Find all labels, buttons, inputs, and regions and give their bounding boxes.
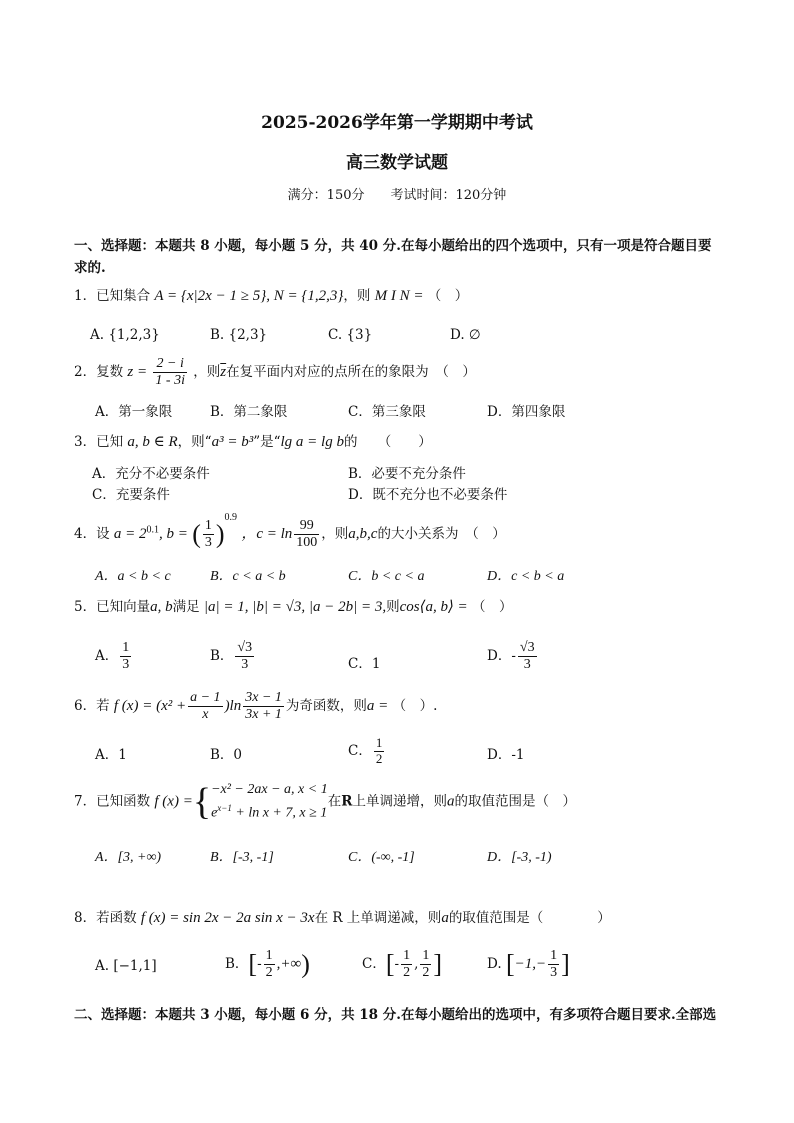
q1-option-a: A. {1,2,3} bbox=[90, 327, 160, 343]
q4-option-c: C．b < c < a bbox=[348, 569, 425, 584]
question-2: 2．复数 z = $\frac{2 - i}{1 - 3i}$ ，则$\overline{z}$在复平面内对应的点所在的象限为 （ ） bbox=[74, 356, 476, 389]
q2-option-c: C．第三象限 bbox=[348, 404, 426, 420]
q8-option-d: D. [−1,− $\frac{1}{3}$ ] bbox=[487, 948, 570, 981]
q2-option-b: B．第二象限 bbox=[210, 404, 288, 420]
q3-option-d: D．既不充分也不必要条件 bbox=[348, 487, 508, 503]
q5-option-b: B． $\frac{√3}{3}$ bbox=[210, 640, 253, 673]
section-2-heading: 二、选择题：本题共 3 小题，每小题 6 分，共 18 分.在每小题给出的选项中，有多项符合题目要求.全部选 bbox=[74, 1007, 717, 1023]
q5-option-a: A． $\frac{1}{3}$ bbox=[95, 640, 130, 673]
q2-option-a: A．第一象限 bbox=[95, 404, 173, 420]
q1-set-expr: A = {x|2x − 1 ≥ 5}, N = {1,2,3} bbox=[154, 288, 344, 304]
question-5: 5．已知向量a, b满足 |a| = 1, |b| = √3, |a − 2b| = 3,则cos⟨a, b⟩ = （ ） bbox=[74, 599, 513, 615]
q6-option-a: A．1 bbox=[95, 747, 127, 763]
q1-option-d: D. ∅ bbox=[450, 327, 481, 343]
q1-intersection: M I N = bbox=[374, 288, 424, 304]
exam-title: 2025-2026学年第一学期期中考试 bbox=[261, 113, 533, 133]
q5-option-d: D．- $\frac{√3}{3}$ bbox=[487, 640, 535, 673]
question-4: 4．设 $a = 2^{0.1}$, b = ( $\frac{1}{3}$ )$^{0.9}$ ，c = ln $\frac{99}{100}$ ，则a,b,c的大小关系为 （ ） bbox=[74, 512, 506, 550]
q7-option-c: C．(-∞, -1] bbox=[348, 850, 415, 865]
q7-case-2: $e^{x-1} + \ln x + 7$, x ≥ 1 bbox=[211, 803, 328, 821]
q8-option-a: A. [−1,1] bbox=[95, 958, 157, 974]
section-1-heading: 一、选择题：本题共 8 小题，每小题 5 分，共 40 分.在每小题给出的四个选项中，只有一项是符合题目要 bbox=[74, 238, 712, 254]
q2-option-d: D．第四象限 bbox=[487, 404, 566, 420]
question-1: 1．已知集合 A = {x|2x − 1 ≥ 5}, N = {1,2,3}，则 M I N = （ ） bbox=[74, 288, 469, 304]
question-3: 3．已知 a, b ∈ R，则“a³ = b³”是“lg a = lg b的 （ ） bbox=[74, 434, 432, 450]
section-1-heading-cont: 求的. bbox=[74, 260, 106, 276]
question-8: 8．若函数 f (x) = sin 2x − 2a sin x − 3x在 R 上单调递减，则a的取值范围是（ ） bbox=[74, 910, 611, 926]
q3-option-b: B．必要不充分条件 bbox=[348, 466, 466, 482]
q2-fraction: $\frac{2 - i}{1 - 3i}$ bbox=[155, 356, 185, 389]
q4-option-b: B．c < a < b bbox=[210, 569, 286, 584]
q7-option-d: D．[-3, -1) bbox=[487, 850, 552, 865]
q7-option-b: B．[-3, -1] bbox=[210, 850, 274, 865]
q8-option-b: B．[- $\frac{1}{2}$ ,+∞) bbox=[225, 948, 310, 981]
q4-option-d: D．c < b < a bbox=[487, 569, 565, 584]
q5-option-c: C．1 bbox=[348, 656, 381, 672]
exam-meta: 满分：150分 考试时间：120分钟 bbox=[287, 188, 507, 203]
q4-option-a: A．a < b < c bbox=[95, 569, 171, 584]
q6-option-c: C． $\frac{1}{2}$ bbox=[348, 735, 383, 766]
q3-option-a: A．充分不必要条件 bbox=[92, 466, 210, 482]
q1-option-c: C. {3} bbox=[328, 327, 373, 343]
q2-conjugate: $\overline{z}$ bbox=[220, 364, 227, 381]
q6-option-b: B．0 bbox=[210, 747, 243, 763]
question-7: 7．已知函数 f (x) ={ −x² − 2ax − a, x < 1 $e^{x-1} + \ln x + 7$, x ≥ 1 在R上单调递增，则a的取值范围是（ ） bbox=[74, 781, 576, 823]
q3-option-c: C．充要条件 bbox=[92, 487, 170, 503]
q1-option-b: B. {2,3} bbox=[210, 327, 268, 343]
q7-case-1: −x² − 2ax − a, x < 1 bbox=[211, 782, 328, 798]
exam-subtitle: 高三数学试题 bbox=[346, 153, 448, 173]
q7-option-a: A．[3, +∞) bbox=[95, 850, 162, 865]
q8-option-c: C．[- $\frac{1}{2}$ , $\frac{1}{2}$ ] bbox=[362, 948, 443, 981]
q6-option-d: D．-1 bbox=[487, 747, 525, 763]
question-6: 6．若 f (x) = (x² + $\frac{a - 1}{x}$ )ln $\frac{3x - 1}{3x + 1}$ 为奇函数，则a = （ ）. bbox=[74, 690, 438, 723]
